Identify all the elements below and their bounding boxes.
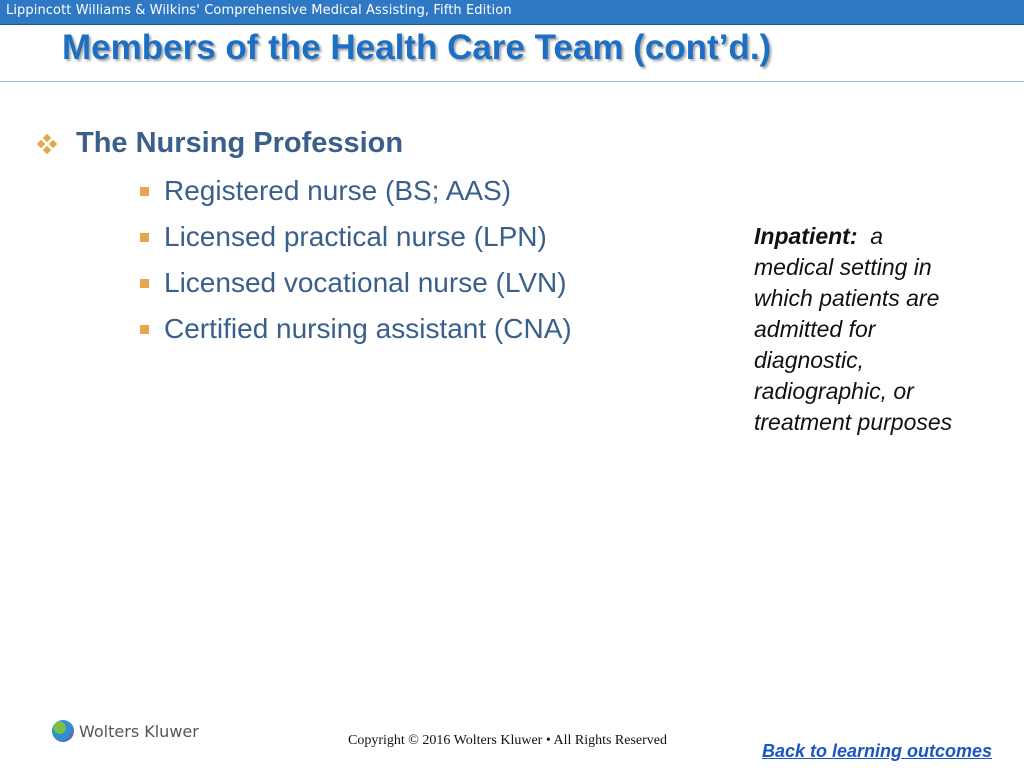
list-item [140, 260, 572, 306]
list-item [140, 306, 572, 352]
book-title: Lippincott Williams & Wilkins' Comprehensive Medical Assisting, Fifth Edition [6, 3, 512, 18]
slide-title: Members of the Health Care Team (cont’d.) [62, 28, 772, 67]
list-item [140, 168, 572, 214]
list-item-text: Registered nurse (BS; AAS) [164, 175, 512, 206]
list-item [140, 214, 572, 260]
list-item-text: Licensed vocational nurse (LVN) [164, 267, 567, 298]
publisher-logo [52, 720, 199, 742]
main-bullet-text: The Nursing Profession [76, 127, 404, 159]
definition-box [754, 221, 954, 438]
square-bullet-icon [140, 233, 149, 242]
definition-term: Inpatient: [754, 223, 858, 249]
copyright-notice: Copyright © 2016 Wolters Kluwer • All Rights Reserved [348, 733, 668, 748]
back-to-learning-outcomes-link[interactable]: Back to learning outcomes [762, 741, 993, 761]
header-bar [0, 0, 1024, 25]
title-divider [0, 81, 1024, 82]
logo-text: Wolters Kluwer [79, 721, 199, 741]
list-item-text: Licensed practical nurse (LPN) [164, 221, 547, 252]
square-bullet-icon [140, 325, 149, 334]
main-bullet [38, 127, 403, 160]
square-bullet-icon [140, 187, 149, 196]
four-diamond-bullet-icon [38, 135, 56, 153]
definition-text: a medical setting in which patients are admitted for diagnostic, radiographic, or treatment purposes [754, 223, 953, 435]
list-item-text: Certified nursing assistant (CNA) [164, 313, 572, 344]
wolters-kluwer-globe-icon [52, 720, 74, 742]
square-bullet-icon [140, 279, 149, 288]
sub-bullet-list [140, 168, 572, 352]
